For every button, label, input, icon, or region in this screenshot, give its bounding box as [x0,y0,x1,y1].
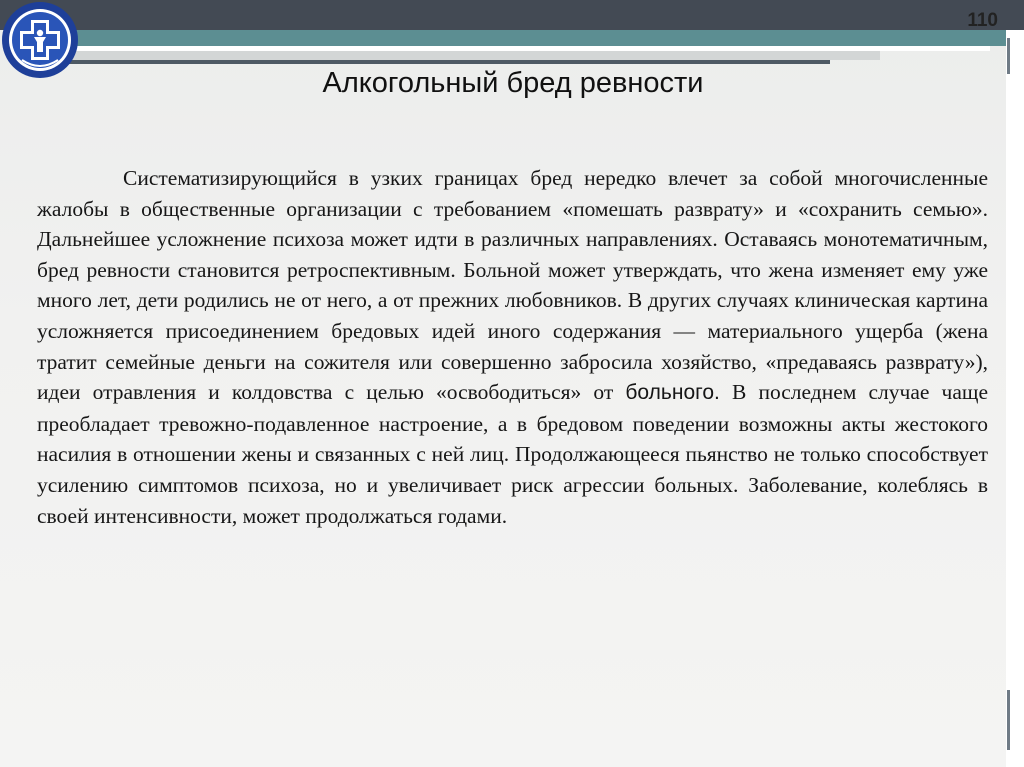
page-number: 110 [967,10,998,31]
paragraph-emphasis: больного. [625,381,720,405]
right-side-bar [1006,30,1024,767]
paragraph-text-end: В последнем случае чаще преобладает тревожно-подавленное настроение, а в бредовом поведении возможны акты жестокого насилия в отношении жены и связанных с ней лиц. Продолжающееся пьянство не только способствует усилению симптомов психоза, но и увеличивает риск агрессии больных. Заболевание, колеблясь в своей интенсивности, может продолжаться годами. [37,380,988,528]
side-mark [1007,690,1010,750]
slide-title: Алкогольный бред ревности [322,67,704,99]
header-stripe-teal [60,30,1006,46]
side-mark [1007,38,1010,74]
paragraph-text-start: Систематизирующийся в узких границах бред нередко влечет за собой многочисленные жалобы в общественные организации с требованием «помешать разврату» и «сохранить семью». Дальнейшее усложнение психоза может идти в различных направлениях. Оставаясь монотематичным, бред ревности становится ретроспективным. Больной может утверждать, что жена изменяет ему уже много лет, дети родились не от него, а от прежних любовников. В других случаях клиническая картина усложняется присоединением бредовых идей иного содержания — материального ущерба (жена тратит семейные деньги на сожителя или совершенно забросила хозяйство, «предаваясь разврату»), идеи отравления и колдовства с целью «освободиться» от [37,166,988,405]
medical-cross-emblem-icon [0,0,80,82]
top-bar [0,0,1024,30]
organization-logo [0,0,80,82]
header-stripe-gray [60,51,880,60]
header-stripe-dark [60,60,830,64]
body-paragraph [37,163,988,531]
